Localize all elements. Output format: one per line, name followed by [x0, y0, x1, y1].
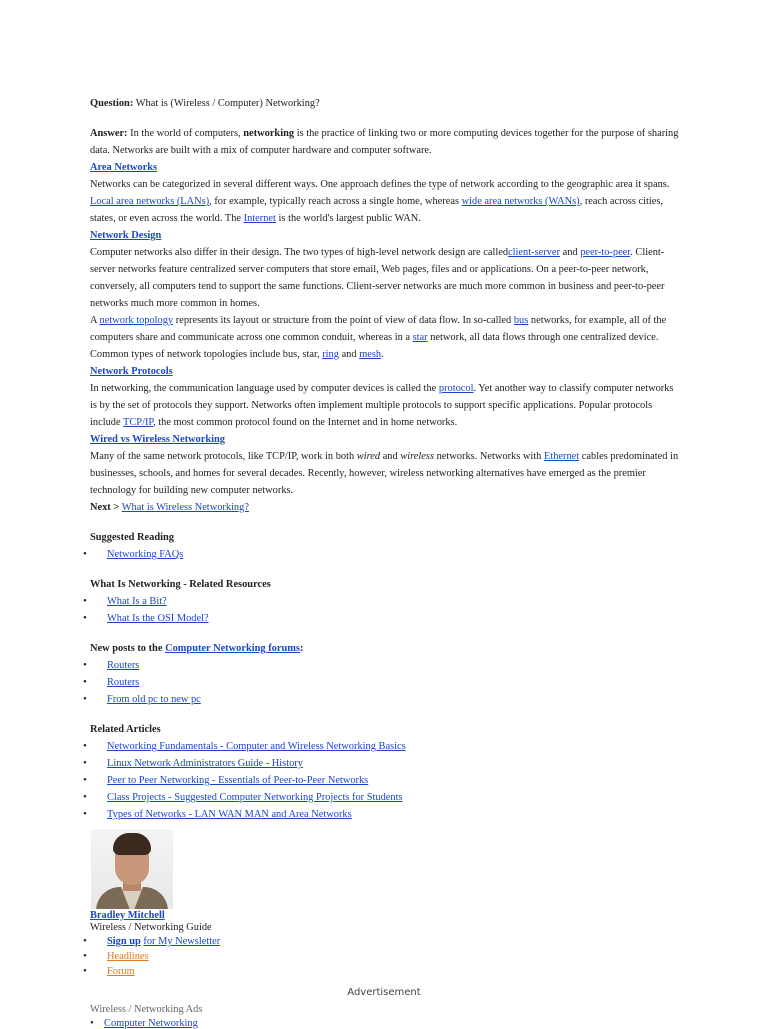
forum-posts-list [90, 657, 682, 708]
internet-link[interactable]: Internet [243, 213, 276, 224]
area-networks-link[interactable]: Area Networks [90, 162, 158, 173]
list-item [90, 691, 682, 708]
list-item [90, 738, 682, 755]
text: and [341, 349, 357, 360]
related-resources-list [90, 593, 682, 627]
headlines-link[interactable]: Headlines [107, 951, 149, 962]
author-lines [90, 910, 682, 934]
suggested-reading-list [90, 546, 682, 563]
list-link[interactable]: Networking FAQs [107, 549, 184, 560]
article-content [90, 95, 682, 979]
list-item [90, 789, 682, 806]
author-box [90, 829, 682, 979]
text: networks, for example, all of the computers share and communicate across one common conduit, whereas in a [90, 315, 667, 343]
spacer [90, 112, 682, 125]
next-label: Next > [90, 502, 120, 513]
network-protocols-heading [90, 363, 682, 380]
text: A [90, 315, 97, 326]
network-design-paragraph [90, 244, 682, 312]
text: and [562, 247, 578, 258]
newsletter-link[interactable]: for My Newsletter [143, 936, 221, 947]
ethernet-link[interactable]: Ethernet [543, 451, 580, 462]
related-articles-heading: Related Articles [90, 724, 161, 735]
text: and [382, 451, 398, 462]
ads-link[interactable]: Computer Networking [104, 1018, 198, 1029]
text: is the practice of linking two or more computing devices together for the purpose of sharing data. Networks are built with a mix of computer hardware and computer software. [90, 128, 679, 156]
text: networks. Networks with [436, 451, 542, 462]
list-link[interactable]: Peer to Peer Networking - Essentials of Peer-to-Peer Networks [107, 775, 369, 786]
question-text: What is (Wireless / Computer) Networking? [135, 98, 320, 109]
topology-paragraph [90, 312, 682, 363]
author-links [90, 934, 682, 979]
forum-link[interactable]: Forum [107, 966, 135, 977]
spacer [90, 563, 682, 576]
lan-link[interactable]: Local area networks (LANs) [90, 196, 210, 207]
text: Computer networks also differ in their design. The two types of high-level network design are called [90, 247, 509, 258]
mesh-link[interactable]: mesh [359, 349, 382, 360]
answer-paragraph [90, 125, 682, 159]
text: : [299, 643, 304, 654]
text: , the most common protocol found on the Internet and in home networks. [153, 417, 458, 428]
area-networks-heading [90, 159, 682, 176]
author-name-link[interactable]: Bradley Mitchell [90, 910, 165, 921]
list-link[interactable]: Routers [107, 660, 140, 671]
text: , reach across cities, states, or even across the world. The [90, 196, 664, 224]
question [90, 95, 682, 112]
next-line [90, 499, 682, 516]
spacer [90, 627, 682, 640]
forums-link[interactable]: Computer Networking forums [165, 643, 300, 654]
advertisement-label: Advertisement [347, 987, 421, 998]
star-link[interactable]: star [412, 332, 428, 343]
text: cables predominated in businesses, schools, and homes for several decades. Recently, however, wireless networking alternatives have emerged as the premier technology for building new computer networks. [90, 451, 679, 496]
bold-term: networking [243, 128, 295, 139]
peer-to-peer-link[interactable]: peer-to-peer [580, 247, 631, 258]
text: represents its layout or structure from the point of view of data flow. In so-called [175, 315, 512, 326]
network-protocols-link[interactable]: Network Protocols [90, 366, 173, 377]
text: network, all data flows through one centralized device. Common types of network topologies include bus, star, [90, 332, 659, 360]
list-link[interactable]: Types of Networks - LAN WAN MAN and Area Networks [107, 809, 352, 820]
wan-link[interactable]: wide area networks (WANs) [461, 196, 580, 207]
suggested-reading-heading: Suggested Reading [90, 532, 175, 543]
related-resources-heading: What Is Networking - Related Resources [90, 579, 271, 590]
bus-link[interactable]: bus [513, 315, 529, 326]
related-articles-list [90, 738, 682, 823]
list-item [90, 610, 682, 627]
question-label: Question: [90, 98, 134, 109]
wired-wireless-heading [90, 431, 682, 448]
network-design-heading [90, 227, 682, 244]
list-link[interactable]: What Is the OSI Model? [107, 613, 209, 624]
list-item [90, 964, 682, 979]
text: Networks can be categorized in several different ways. One approach defines the type of network according to the geographic area it spans. [90, 179, 670, 190]
list-item [90, 755, 682, 772]
list-link[interactable]: Linux Network Administrators Guide - History [107, 758, 303, 769]
protocol-link[interactable]: protocol [438, 383, 474, 394]
network-design-link[interactable]: Network Design [90, 230, 162, 241]
list-link[interactable]: From old pc to new pc [107, 694, 201, 705]
list-item [90, 806, 682, 823]
author-photo [91, 829, 173, 909]
author-role: Wireless / Networking Guide [90, 922, 212, 933]
bullet: • [90, 1018, 105, 1029]
forum-posts-heading [90, 640, 682, 657]
ring-link[interactable]: ring [322, 349, 339, 360]
list-item [90, 772, 682, 789]
list-link[interactable]: Class Projects - Suggested Computer Networking Projects for Students [107, 792, 403, 803]
wired-wireless-link[interactable]: Wired vs Wireless Networking [90, 434, 225, 445]
list-item [90, 674, 682, 691]
list-item [90, 546, 682, 563]
list-link[interactable]: What Is a Bit? [107, 596, 167, 607]
next-article-link[interactable]: What is Wireless Networking? [121, 502, 249, 513]
client-server-link[interactable]: client-server [508, 247, 560, 258]
text: Many of the same network protocols, like TCP/IP, work in both [90, 451, 355, 462]
text: is the world's largest public WAN. [278, 213, 421, 224]
list-item [90, 949, 682, 964]
protocols-paragraph [90, 380, 682, 431]
text: . [381, 349, 384, 360]
list-item [90, 934, 682, 949]
text: . Client-server networks feature centralized server computers that store email, Web pages, files and or applications. On a peer-to-peer network, conversely, all computers tend to support the same functions. Client-server networks are much more common in business and peer-to-peer networks much more common in homes. [90, 247, 665, 309]
answer-label: Answer: [90, 128, 128, 139]
signup-link[interactable]: Sign up [107, 936, 141, 947]
text: In the world of computers, [130, 128, 241, 139]
network-topology-link[interactable]: network topology [99, 315, 174, 326]
text: , for example, typically reach across a single home, whereas [209, 196, 460, 207]
list-link[interactable]: Networking Fundamentals - Computer and Wireless Networking Basics [107, 741, 406, 752]
tcpip-link[interactable]: TCP/IP [123, 417, 154, 428]
text: In networking, the communication language used by computer devices is called the [90, 383, 437, 394]
list-item [90, 593, 682, 610]
spacer [90, 516, 682, 529]
list-link[interactable]: Routers [107, 677, 140, 688]
emphasis: wired [356, 451, 381, 462]
emphasis: wireless [400, 451, 434, 462]
photo-hair [113, 833, 151, 855]
area-networks-paragraph [90, 176, 682, 227]
ads-heading: Wireless / Networking Ads [90, 1004, 203, 1015]
list-item [90, 657, 682, 674]
text: New posts to the [90, 643, 163, 654]
spacer [90, 708, 682, 721]
text: . Yet another way to classify computer networks is by the set of protocols they support. Networks often implement multiple protocols to support specific applications. Popular protocols include [90, 383, 674, 428]
wired-wireless-paragraph [90, 448, 682, 499]
